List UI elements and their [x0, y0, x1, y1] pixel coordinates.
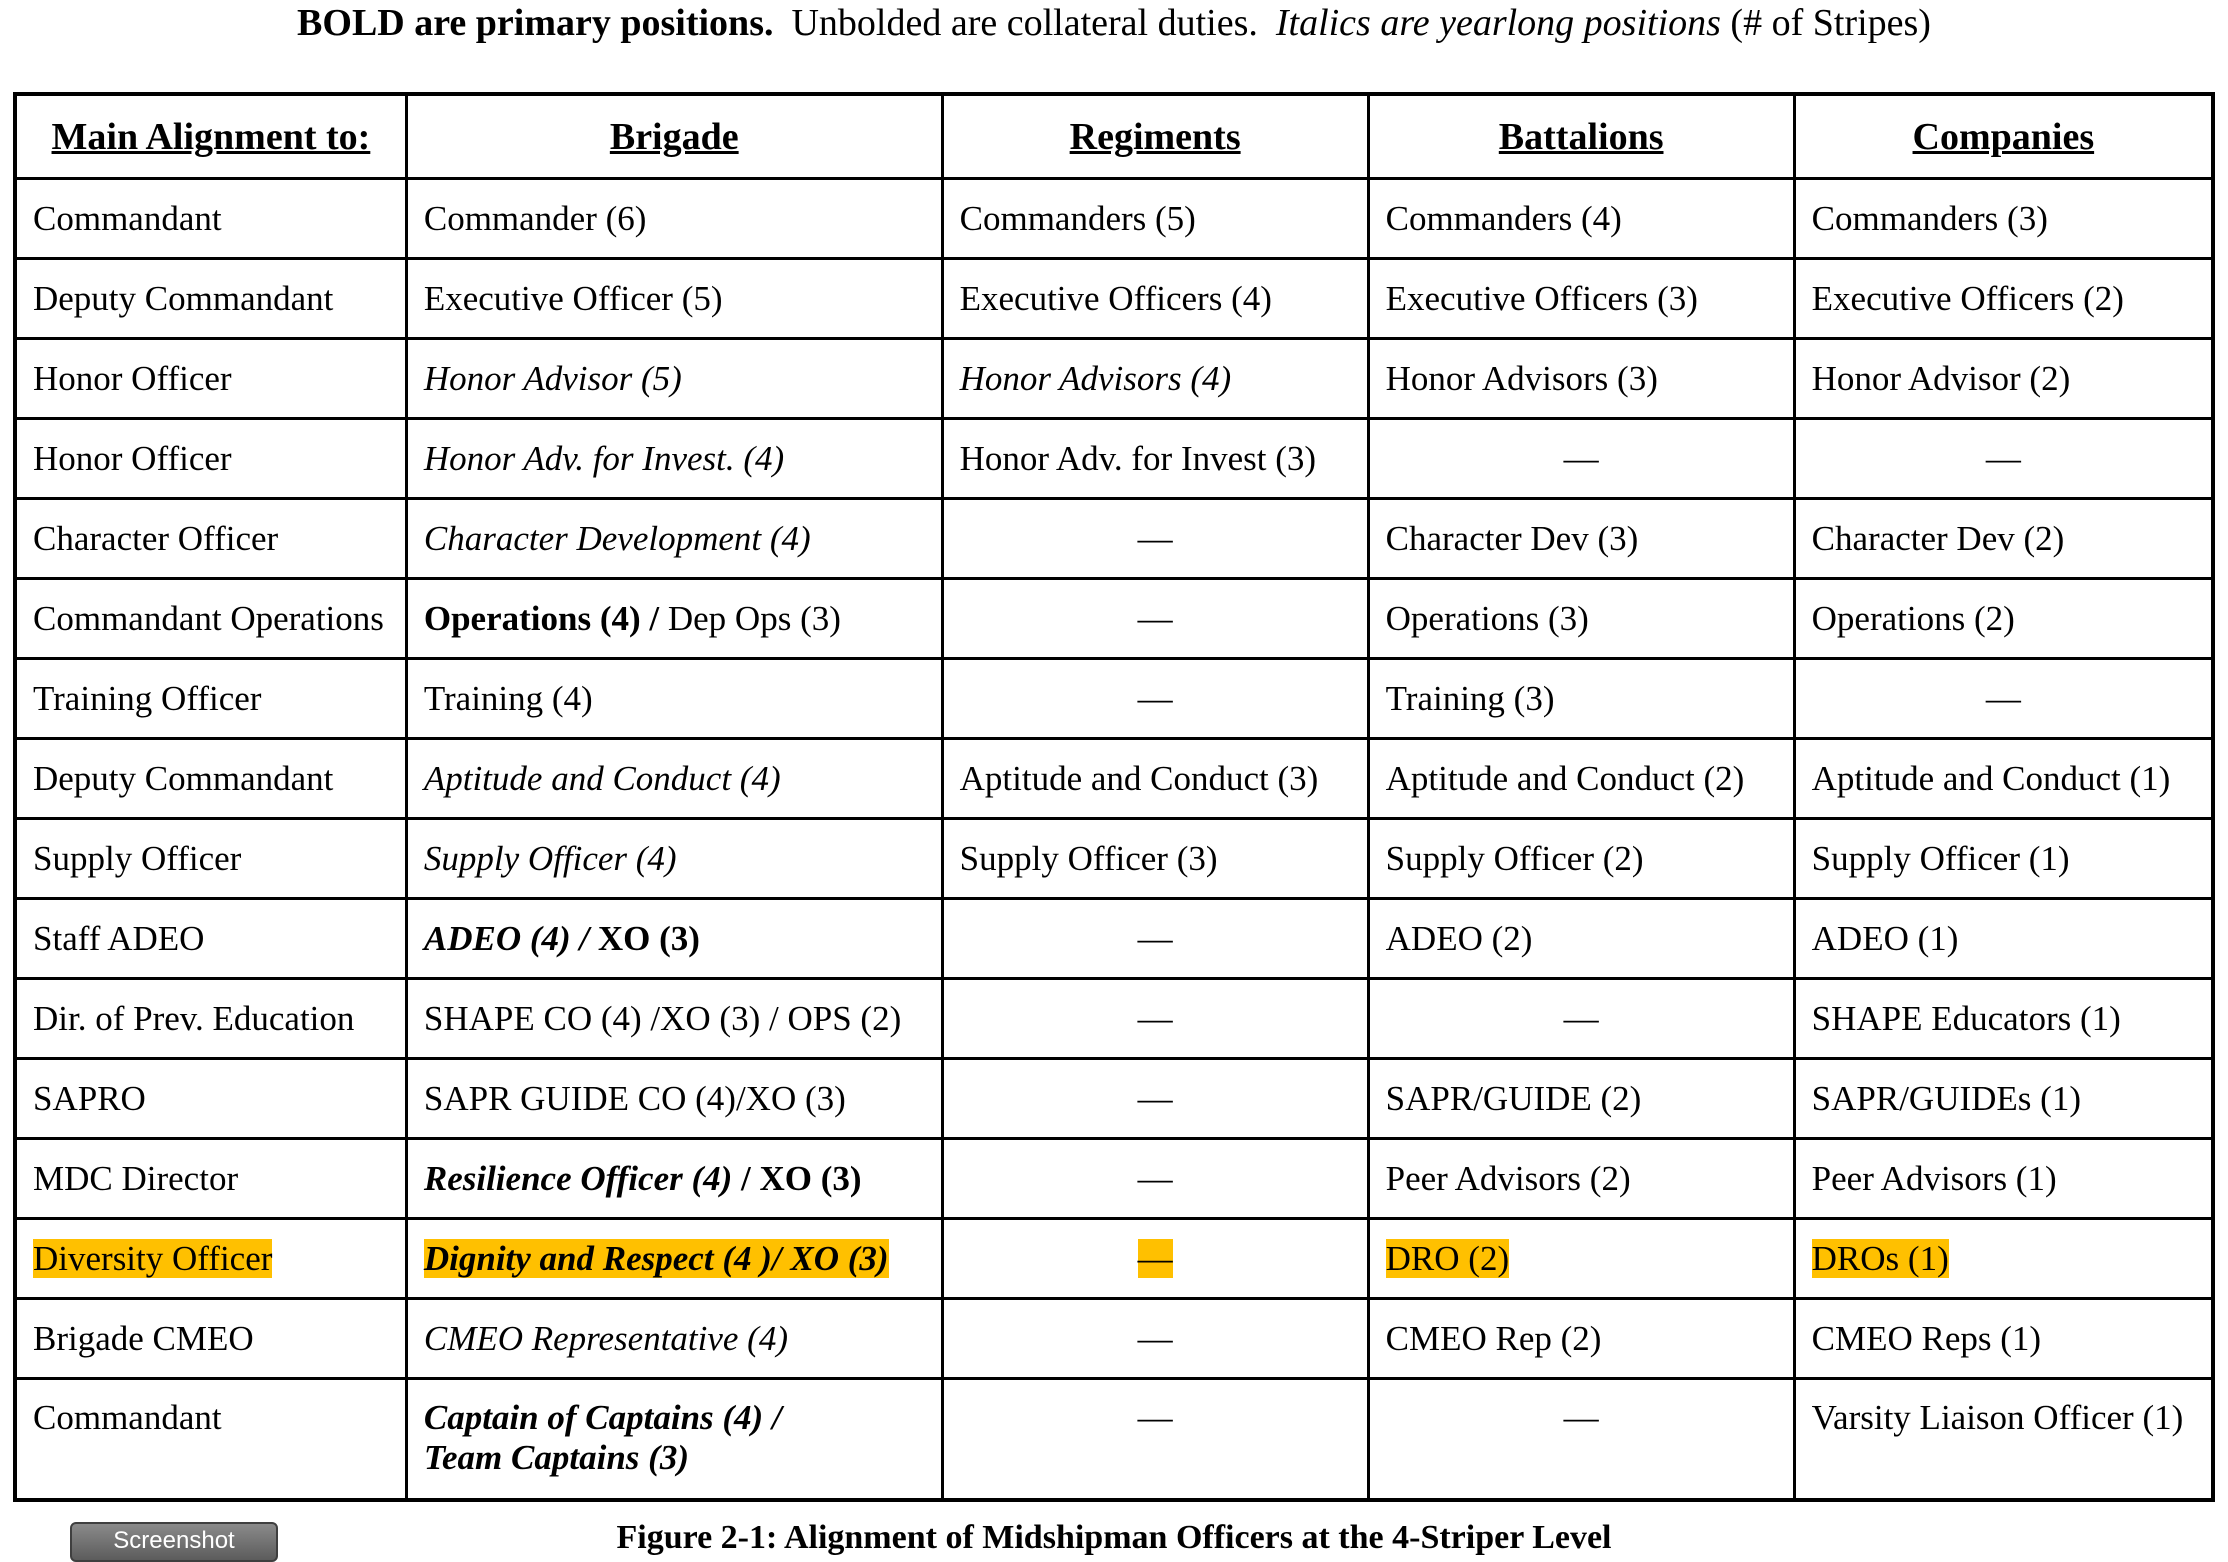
- brigade-cell: [406, 1379, 942, 1500]
- header-battalions: Battalions: [1368, 94, 1794, 179]
- battalions-cell: Operations (3): [1368, 579, 1794, 659]
- header-main-alignment: Main Alignment to:: [15, 94, 406, 179]
- brigade-cell: Executive Officer (5): [406, 259, 942, 339]
- battalions-cell: —: [1368, 419, 1794, 499]
- table-row: [15, 499, 2213, 579]
- legend-italic: Italics are yearlong positions: [1275, 2, 1721, 44]
- table-row: [15, 179, 2213, 259]
- table-row: [15, 819, 2213, 899]
- regiments-cell: Supply Officer (3): [942, 819, 1368, 899]
- alignment-cell: Honor Officer: [15, 339, 406, 419]
- regiments-cell: —: [942, 1379, 1368, 1500]
- companies-cell: Supply Officer (1): [1794, 819, 2213, 899]
- legend-line: [0, 0, 2228, 50]
- table-row: [15, 339, 2213, 419]
- figure-caption: Figure 2-1: Alignment of Midshipman Officers at the 4-Striper Level: [616, 1519, 1612, 1556]
- battalions-cell: CMEO Rep (2): [1368, 1299, 1794, 1379]
- regiments-cell: Honor Adv. for Invest (3): [942, 419, 1368, 499]
- regiments-cell: Honor Advisors (4): [942, 339, 1368, 419]
- header-regiments: Regiments: [942, 94, 1368, 179]
- alignment-cell: Honor Officer: [15, 419, 406, 499]
- companies-cell: ADEO (1): [1794, 899, 2213, 979]
- header-companies: Companies: [1794, 94, 2213, 179]
- alignment-table: [13, 92, 2215, 1502]
- regiments-cell: Executive Officers (4): [942, 259, 1368, 339]
- companies-cell: SHAPE Educators (1): [1794, 979, 2213, 1059]
- header-row: [15, 94, 2213, 179]
- alignment-cell: Brigade CMEO: [15, 1299, 406, 1379]
- brigade-cell: Character Development (4): [406, 499, 942, 579]
- alignment-cell: Commandant Operations: [15, 579, 406, 659]
- regiments-cell: Commanders (5): [942, 179, 1368, 259]
- regiments-cell: —: [942, 899, 1368, 979]
- companies-cell: —: [1794, 659, 2213, 739]
- alignment-cell: Character Officer: [15, 499, 406, 579]
- battalions-cell: Honor Advisors (3): [1368, 339, 1794, 419]
- battalions-cell: —: [1368, 1379, 1794, 1500]
- battalions-cell: Executive Officers (3): [1368, 259, 1794, 339]
- regiments-cell: —: [942, 499, 1368, 579]
- battalions-cell: Character Dev (3): [1368, 499, 1794, 579]
- brigade-cell: Training (4): [406, 659, 942, 739]
- brigade-secondary: / XO (3): [741, 1158, 862, 1198]
- alignment-cell: Commandant: [15, 1379, 406, 1500]
- legend-bold: BOLD are primary positions.: [297, 2, 774, 44]
- table-row: [15, 1299, 2213, 1379]
- alignment-cell: Staff ADEO: [15, 899, 406, 979]
- regiments-cell: —: [942, 1139, 1368, 1219]
- companies-cell: Commanders (3): [1794, 179, 2213, 259]
- alignment-cell: MDC Director: [15, 1139, 406, 1219]
- companies-cell: [1794, 1219, 2213, 1299]
- legend-tail: (# of Stripes): [1730, 2, 1931, 44]
- regiments-cell: Aptitude and Conduct (3): [942, 739, 1368, 819]
- battalions-cell: [1368, 1219, 1794, 1299]
- table-row: [15, 579, 2213, 659]
- battalions-cell: ADEO (2): [1368, 899, 1794, 979]
- alignment-cell: Dir. of Prev. Education: [15, 979, 406, 1059]
- table-row: [15, 659, 2213, 739]
- brigade-cell: Honor Adv. for Invest. (4): [406, 419, 942, 499]
- brigade-line-1: Captain of Captains (4) /: [423, 1398, 782, 1438]
- brigade-primary: ADEO (4) /: [423, 918, 590, 958]
- brigade-cell: SHAPE CO (4) /XO (3) / OPS (2): [406, 979, 942, 1059]
- brigade-primary: Resilience Officer (4): [423, 1158, 733, 1198]
- companies-cell: —: [1794, 419, 2213, 499]
- alignment-cell: Deputy Commandant: [15, 739, 406, 819]
- battalions-cell: Training (3): [1368, 659, 1794, 739]
- brigade-cell: CMEO Representative (4): [406, 1299, 942, 1379]
- companies-cell: Character Dev (2): [1794, 499, 2213, 579]
- table-row: [15, 899, 2213, 979]
- highlighted-text: DRO (2): [1385, 1238, 1510, 1278]
- alignment-cell: Training Officer: [15, 659, 406, 739]
- highlighted-text: Diversity Officer: [33, 1238, 273, 1278]
- companies-cell: Honor Advisor (2): [1794, 339, 2213, 419]
- table-row-highlighted: [15, 1219, 2213, 1299]
- table-row: [15, 419, 2213, 499]
- alignment-cell: SAPRO: [15, 1059, 406, 1139]
- brigade-cell: Honor Advisor (5): [406, 339, 942, 419]
- battalions-cell: Peer Advisors (2): [1368, 1139, 1794, 1219]
- companies-cell: Varsity Liaison Officer (1): [1794, 1379, 2213, 1500]
- screenshot-button[interactable]: Screenshot: [70, 1522, 278, 1562]
- brigade-line-2: Team Captains (3): [423, 1438, 689, 1478]
- brigade-secondary: XO (3): [597, 918, 700, 958]
- companies-cell: Aptitude and Conduct (1): [1794, 739, 2213, 819]
- companies-cell: Operations (2): [1794, 579, 2213, 659]
- brigade-cell: [406, 1219, 942, 1299]
- highlighted-text: Dignity and Respect (4 )/ XO (3): [423, 1238, 889, 1278]
- brigade-cell: [406, 1139, 942, 1219]
- alignment-cell: [15, 1219, 406, 1299]
- alignment-cell: Commandant: [15, 179, 406, 259]
- battalions-cell: —: [1368, 979, 1794, 1059]
- regiments-cell: —: [942, 1299, 1368, 1379]
- brigade-cell: Commander (6): [406, 179, 942, 259]
- highlighted-text: —: [1137, 1238, 1173, 1278]
- regiments-cell: —: [942, 1059, 1368, 1139]
- brigade-cell: [406, 899, 942, 979]
- companies-cell: Executive Officers (2): [1794, 259, 2213, 339]
- battalions-cell: SAPR/GUIDE (2): [1368, 1059, 1794, 1139]
- table-row: [15, 979, 2213, 1059]
- table-row: [15, 259, 2213, 339]
- companies-cell: Peer Advisors (1): [1794, 1139, 2213, 1219]
- battalions-cell: Supply Officer (2): [1368, 819, 1794, 899]
- table-row: [15, 739, 2213, 819]
- companies-cell: CMEO Reps (1): [1794, 1299, 2213, 1379]
- regiments-cell: [942, 1219, 1368, 1299]
- battalions-cell: Commanders (4): [1368, 179, 1794, 259]
- regiments-cell: —: [942, 579, 1368, 659]
- brigade-cell: Aptitude and Conduct (4): [406, 739, 942, 819]
- table-row: [15, 1379, 2213, 1500]
- companies-cell: SAPR/GUIDEs (1): [1794, 1059, 2213, 1139]
- brigade-primary: Operations (4) /: [423, 598, 660, 638]
- table-row: [15, 1059, 2213, 1139]
- table-row: [15, 1139, 2213, 1219]
- legend-plain: Unbolded are collateral duties.: [791, 2, 1258, 44]
- alignment-cell: Deputy Commandant: [15, 259, 406, 339]
- alignment-cell: Supply Officer: [15, 819, 406, 899]
- brigade-cell: Supply Officer (4): [406, 819, 942, 899]
- battalions-cell: Aptitude and Conduct (2): [1368, 739, 1794, 819]
- brigade-collateral: Dep Ops (3): [667, 598, 841, 638]
- highlighted-text: DROs (1): [1811, 1238, 1949, 1278]
- regiments-cell: —: [942, 979, 1368, 1059]
- regiments-cell: —: [942, 659, 1368, 739]
- brigade-cell: [406, 579, 942, 659]
- header-brigade: Brigade: [406, 94, 942, 179]
- brigade-cell: SAPR GUIDE CO (4)/XO (3): [406, 1059, 942, 1139]
